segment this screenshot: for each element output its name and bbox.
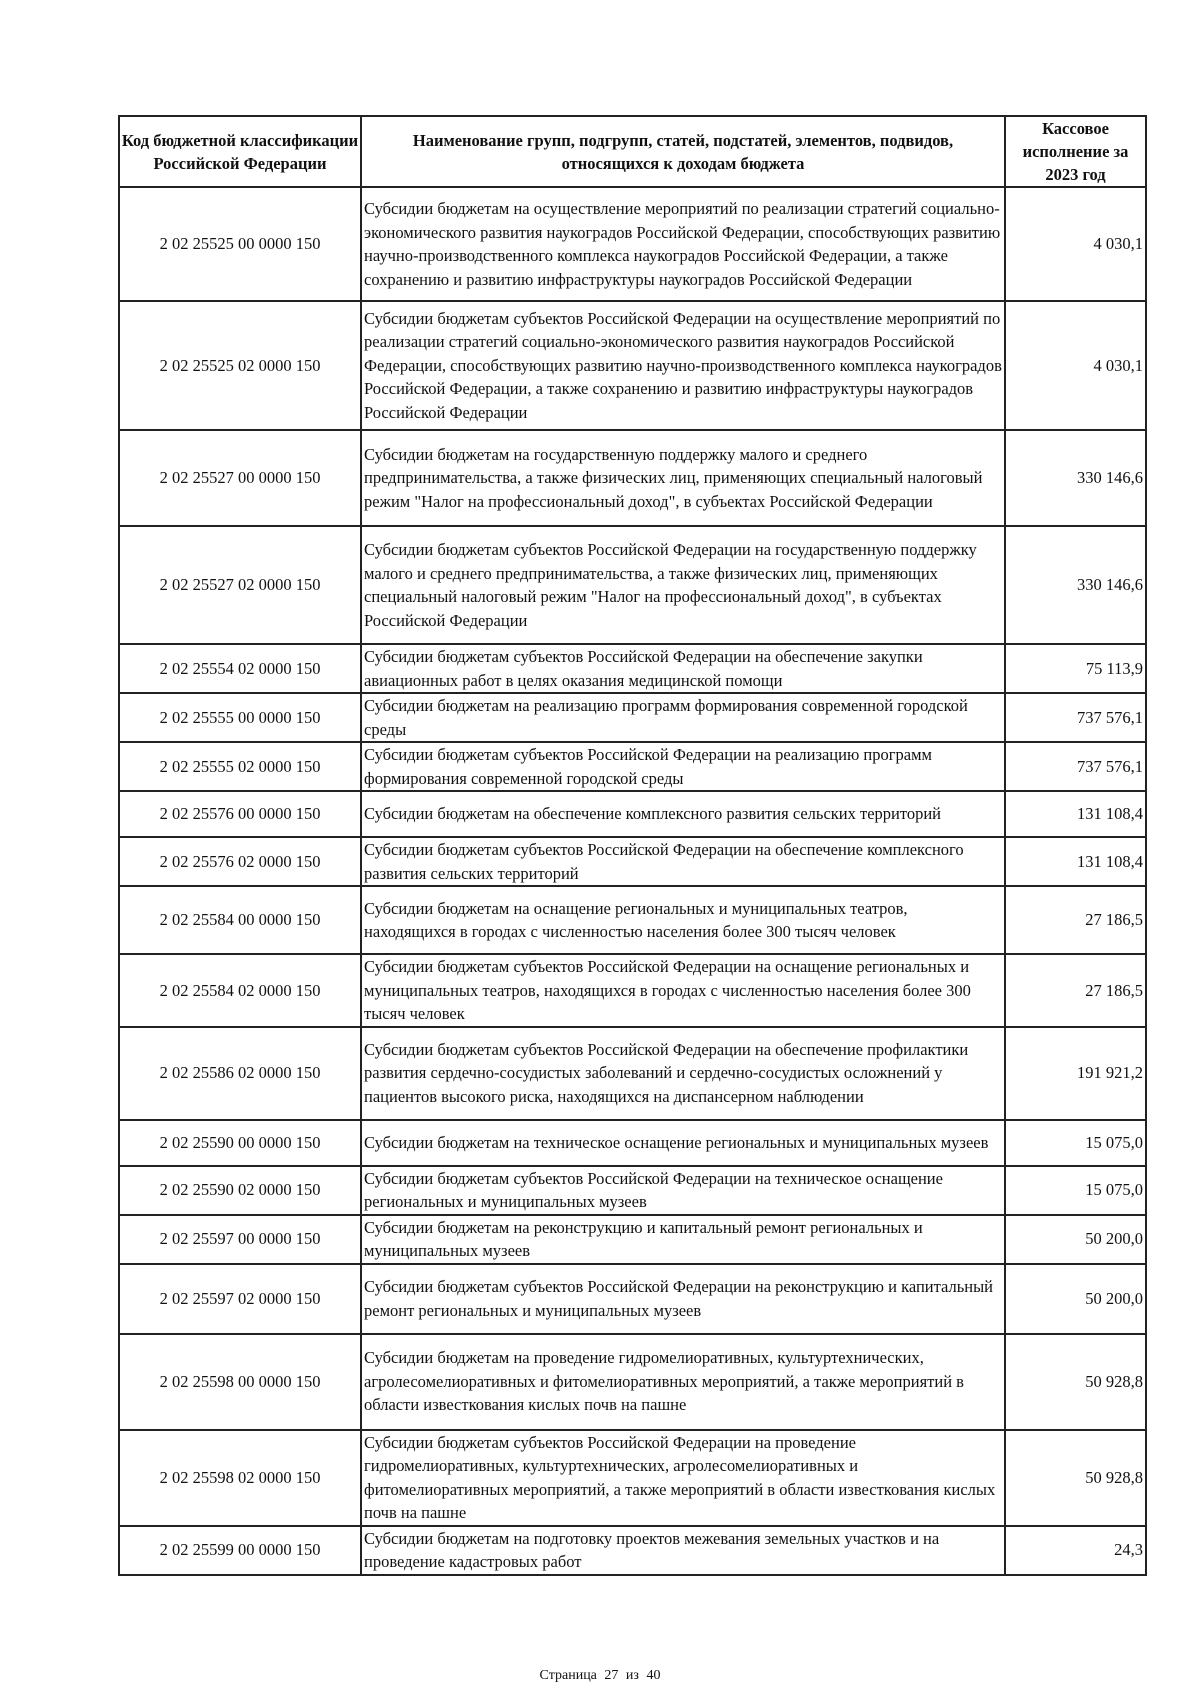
row-value: 737 576,1 [1005, 693, 1146, 742]
table-header-row [119, 116, 1146, 187]
row-code: 2 02 25584 00 0000 150 [119, 886, 361, 954]
row-code: 2 02 25590 02 0000 150 [119, 1166, 361, 1215]
row-value: 75 113,9 [1005, 644, 1146, 693]
table-row [119, 187, 1146, 301]
row-value: 131 108,4 [1005, 837, 1146, 886]
row-value: 15 075,0 [1005, 1166, 1146, 1215]
row-code: 2 02 25525 02 0000 150 [119, 301, 361, 430]
table-row [119, 644, 1146, 693]
table-row [119, 954, 1146, 1027]
page-footer [0, 1668, 1200, 1684]
row-code: 2 02 25555 02 0000 150 [119, 742, 361, 791]
table-row [119, 1264, 1146, 1334]
row-value: 50 200,0 [1005, 1215, 1146, 1264]
row-name: Субсидии бюджетам субъектов Российской Федерации на оснащение региональных и муниципальных театров, находящихся в городах с численностью населения более 300 тысяч человек [361, 954, 1005, 1027]
row-name: Субсидии бюджетам субъектов Российской Федерации на проведение гидромелиоративных, культуртехнических, агролесомелиоративных и фитомелиоративных мероприятий, а также мероприятий в области известкования кислых почв на пашне [361, 1430, 1005, 1526]
row-name: Субсидии бюджетам на подготовку проектов межевания земельных участков и на проведение кадастровых работ [361, 1526, 1005, 1575]
table-row [119, 742, 1146, 791]
table-row [119, 1166, 1146, 1215]
row-name: Субсидии бюджетам на проведение гидромелиоративных, культуртехнических, агролесомелиоративных и фитомелиоративных мероприятий, а также мероприятий в области известкования кислых почв на пашне [361, 1334, 1005, 1430]
page-of-label: из [625, 1668, 639, 1683]
row-name: Субсидии бюджетам на государственную поддержку малого и среднего предпринимательства, а также физических лиц, применяющих специальный налоговый режим "Налог на профессиональный доход", в субъектах Российской Федерации [361, 430, 1005, 526]
column-header-code: Код бюджетной классификации Российской Федерации [119, 116, 361, 187]
row-value: 27 186,5 [1005, 954, 1146, 1027]
row-code: 2 02 25586 02 0000 150 [119, 1027, 361, 1120]
page-label: Страница [539, 1668, 597, 1683]
table-row [119, 301, 1146, 430]
row-name: Субсидии бюджетам на обеспечение комплексного развития сельских территорий [361, 791, 1005, 837]
row-name: Субсидии бюджетам субъектов Российской Федерации на осуществление мероприятий по реализации стратегий социально-экономического развития наукоградов Российской Федерации, способствующих развитию научно-производственного комплекса наукоградов Российской Федерации, а также сохранению и развитию инфраструктуры наукоградов Российской Федерации [361, 301, 1005, 430]
row-code: 2 02 25525 00 0000 150 [119, 187, 361, 301]
table-row [119, 1027, 1146, 1120]
row-value: 4 030,1 [1005, 187, 1146, 301]
row-value: 737 576,1 [1005, 742, 1146, 791]
row-value: 15 075,0 [1005, 1120, 1146, 1166]
row-value: 24,3 [1005, 1526, 1146, 1575]
row-value: 191 921,2 [1005, 1027, 1146, 1120]
page-number: 27 [604, 1668, 619, 1683]
row-code: 2 02 25597 00 0000 150 [119, 1215, 361, 1264]
row-name: Субсидии бюджетам субъектов Российской Федерации на обеспечение закупки авиационных работ в целях оказания медицинской помощи [361, 644, 1005, 693]
column-header-name: Наименование групп, подгрупп, статей, подстатей, элементов, подвидов, относящихся к доходам бюджета [361, 116, 1005, 187]
table-row [119, 693, 1146, 742]
table-row [119, 1120, 1146, 1166]
row-code: 2 02 25598 00 0000 150 [119, 1334, 361, 1430]
column-header-value: Кассовое исполнение за 2023 год [1005, 116, 1146, 187]
table-row [119, 837, 1146, 886]
row-code: 2 02 25527 02 0000 150 [119, 526, 361, 644]
row-code: 2 02 25576 00 0000 150 [119, 791, 361, 837]
table-row [119, 1334, 1146, 1430]
row-name: Субсидии бюджетам субъектов Российской Федерации на обеспечение профилактики развития сердечно-сосудистых заболеваний и сердечно-сосудистых осложнений у пациентов высокого риска, находящихся на диспансерном наблюдении [361, 1027, 1005, 1120]
row-name: Субсидии бюджетам субъектов Российской Федерации на техническое оснащение региональных и муниципальных музеев [361, 1166, 1005, 1215]
row-value: 131 108,4 [1005, 791, 1146, 837]
row-code: 2 02 25576 02 0000 150 [119, 837, 361, 886]
table-row [119, 1430, 1146, 1526]
row-value: 330 146,6 [1005, 526, 1146, 644]
row-code: 2 02 25527 00 0000 150 [119, 430, 361, 526]
row-value: 50 928,8 [1005, 1334, 1146, 1430]
row-value: 27 186,5 [1005, 886, 1146, 954]
revenue-table [118, 115, 1147, 1576]
row-code: 2 02 25590 00 0000 150 [119, 1120, 361, 1166]
row-value: 50 200,0 [1005, 1264, 1146, 1334]
row-code: 2 02 25584 02 0000 150 [119, 954, 361, 1027]
row-name: Субсидии бюджетам субъектов Российской Федерации на государственную поддержку малого и среднего предпринимательства, а также физических лиц, применяющих специальный налоговый режим "Налог на профессиональный доход", в субъектах Российской Федерации [361, 526, 1005, 644]
table-row [119, 430, 1146, 526]
row-code: 2 02 25597 02 0000 150 [119, 1264, 361, 1334]
row-name: Субсидии бюджетам на осуществление мероприятий по реализации стратегий социально-экономического развития наукоградов Российской Федерации, способствующих развитию научно-производственного комплекса наукоградов Российской Федерации, а также сохранению и развитию инфраструктуры наукоградов Российской Федерации [361, 187, 1005, 301]
row-code: 2 02 25598 02 0000 150 [119, 1430, 361, 1526]
row-name: Субсидии бюджетам субъектов Российской Федерации на реконструкцию и капитальный ремонт региональных и муниципальных музеев [361, 1264, 1005, 1334]
row-value: 50 928,8 [1005, 1430, 1146, 1526]
row-name: Субсидии бюджетам на техническое оснащение региональных и муниципальных музеев [361, 1120, 1005, 1166]
table-row [119, 886, 1146, 954]
row-name: Субсидии бюджетам на оснащение региональных и муниципальных театров, находящихся в городах с численностью населения более 300 тысяч человек [361, 886, 1005, 954]
table-row [119, 526, 1146, 644]
row-code: 2 02 25555 00 0000 150 [119, 693, 361, 742]
table-row [119, 1526, 1146, 1575]
row-name: Субсидии бюджетам на реализацию программ формирования современной городской среды [361, 693, 1005, 742]
row-name: Субсидии бюджетам субъектов Российской Федерации на реализацию программ формирования современной городской среды [361, 742, 1005, 791]
row-code: 2 02 25599 00 0000 150 [119, 1526, 361, 1575]
row-value: 330 146,6 [1005, 430, 1146, 526]
page-total: 40 [646, 1668, 661, 1683]
table-row [119, 791, 1146, 837]
row-code: 2 02 25554 02 0000 150 [119, 644, 361, 693]
row-name: Субсидии бюджетам субъектов Российской Федерации на обеспечение комплексного развития сельских территорий [361, 837, 1005, 886]
row-value: 4 030,1 [1005, 301, 1146, 430]
table-row [119, 1215, 1146, 1264]
row-name: Субсидии бюджетам на реконструкцию и капитальный ремонт региональных и муниципальных музеев [361, 1215, 1005, 1264]
